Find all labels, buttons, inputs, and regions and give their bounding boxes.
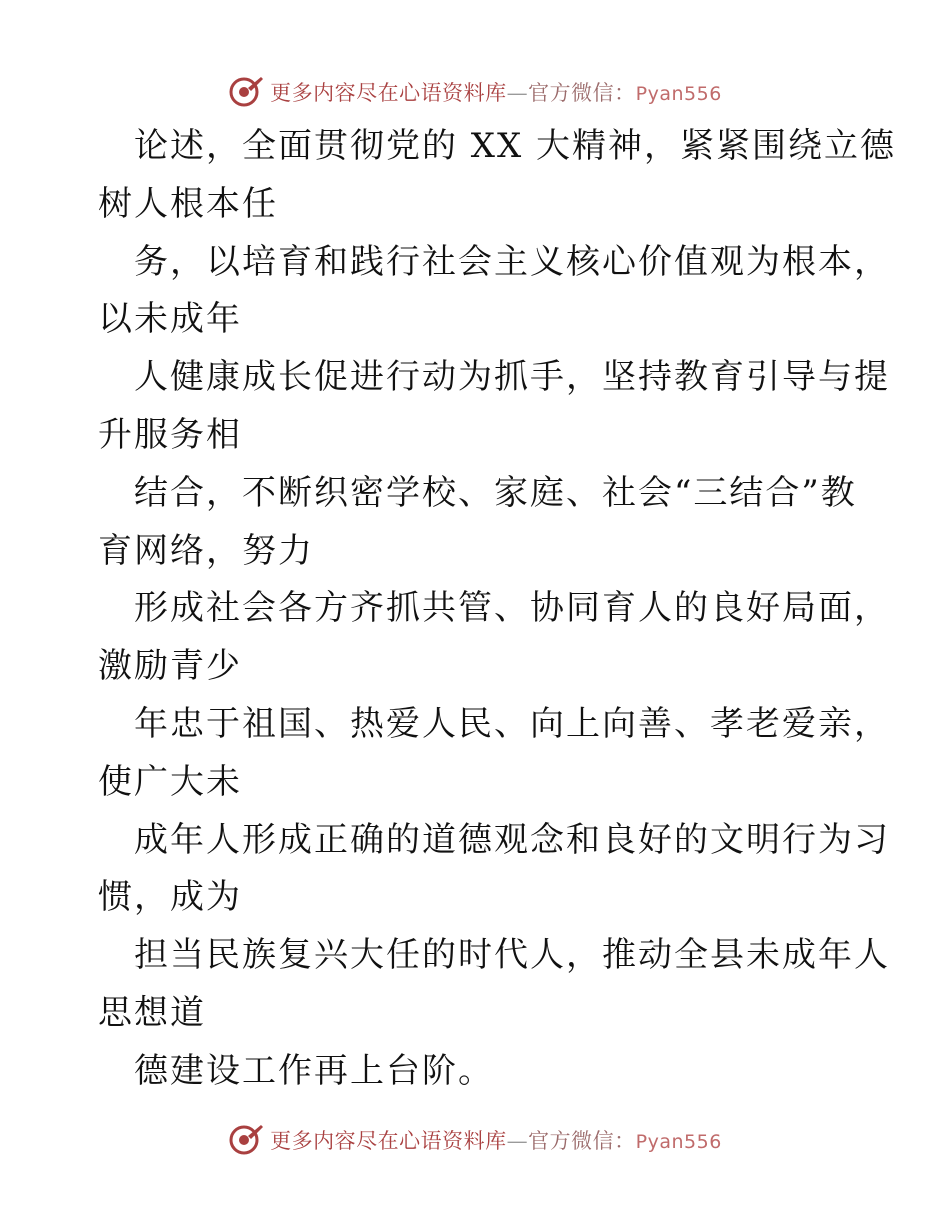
pen-circle-icon bbox=[228, 1122, 264, 1158]
text-line: 务，以培育和践行社会主义核心价值观为根本， bbox=[134, 241, 890, 282]
footer-banner-text bbox=[270, 1125, 722, 1155]
text-line: 激励青少 bbox=[98, 646, 242, 687]
pen-circle-icon bbox=[228, 74, 264, 110]
header-banner bbox=[0, 72, 950, 112]
text-line: 德建设工作再上台阶。 bbox=[134, 1050, 494, 1091]
document-body bbox=[98, 118, 897, 1101]
text-line: 思想道 bbox=[98, 992, 206, 1033]
header-wechat-id: Pyan556 bbox=[635, 83, 722, 105]
header-wechat-label: 官方微信： bbox=[528, 81, 636, 105]
header-separator: — bbox=[506, 81, 529, 105]
footer-separator: — bbox=[506, 1129, 529, 1153]
text-line: 升服务相 bbox=[98, 414, 242, 455]
text-line: 担当民族复兴大任的时代人，推动全县未成年人 bbox=[134, 935, 890, 976]
header-banner-text bbox=[270, 77, 722, 107]
text-line: 年忠于祖国、热爱人民、向上向善、孝老爱亲， bbox=[134, 703, 890, 744]
text-line: 树人根本任 bbox=[98, 183, 278, 224]
footer-site-name: 更多内容尽在心语资料库 bbox=[270, 1129, 507, 1153]
text-line: 成年人形成正确的道德观念和良好的文明行为习 bbox=[134, 819, 890, 860]
footer-wechat-label: 官方微信： bbox=[528, 1129, 636, 1153]
text-line: 形成社会各方齐抓共管、协同育人的良好局面， bbox=[134, 588, 890, 629]
header-site-name: 更多内容尽在心语资料库 bbox=[270, 81, 507, 105]
text-line: 惯，成为 bbox=[98, 877, 242, 918]
text-line: 结合，不断织密学校、家庭、社会“三结合”教 bbox=[134, 472, 857, 513]
text-line: 论述，全面贯彻党的 XX 大精神，紧紧围绕立德 bbox=[134, 126, 897, 166]
footer-wechat-id: Pyan556 bbox=[635, 1131, 722, 1153]
text-line: 人健康成长促进行动为抓手，坚持教育引导与提 bbox=[134, 357, 890, 398]
text-line: 育网络，努力 bbox=[98, 530, 314, 571]
text-line: 使广大未 bbox=[98, 761, 242, 802]
text-line: 以未成年 bbox=[98, 299, 242, 340]
footer-banner bbox=[0, 1120, 950, 1160]
